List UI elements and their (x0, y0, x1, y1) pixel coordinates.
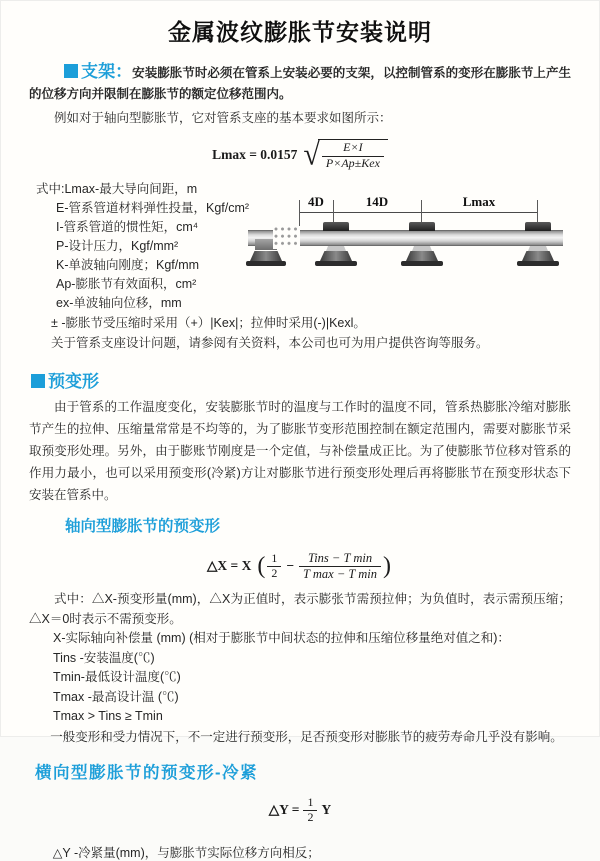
radical-body (318, 139, 388, 171)
definition-line: K-单波轴向刚度；Kgf/mm (56, 258, 200, 272)
support-pedestal (406, 251, 438, 261)
anchor-base (246, 261, 286, 266)
section-marker-icon (31, 374, 45, 388)
definition-line: 式中:Lmax-最大导向间距，m (36, 182, 198, 196)
support-paragraph (29, 61, 571, 105)
support-paragraph-text: 安装膨胀节时必须在管系上安装必要的支架，以控制管系的变形在膨胀节上产生的位移方向并限制在膨胀节的额定位移范围内。 (29, 66, 571, 101)
predeform-paragraph: 由于管系的工作温度变化，安装膨胀节时的温度与工作时的温度不同，管系热膨胀冷缩对膨胀节产生的拉伸、压缩量常常是不均等的，为了膨胀节变形范围控制在额定范围内，需要对膨胀节采取预变形处理。另外，由于膨账节刚度是一个定值，与补偿量成正比。为了使膨胀节位移对管系的作用力最小，也可以采用预变形(冷紧)方让对膨胀节进行预变形处理后再将膨胀节在预变形状态下安装在管系中。 (29, 400, 571, 502)
definition-line: P-设计压力，Kgf/mm² (56, 239, 179, 253)
open-paren: ( (257, 553, 266, 579)
axial-line: Tmax > Tins ≥ Tmin (53, 709, 163, 723)
axial-line: Tmax -最高设计温 (℃) (53, 689, 179, 704)
dimension-label-lmax: Lmax (462, 194, 496, 209)
fraction-denominator: 2 (267, 566, 281, 581)
fraction (299, 551, 381, 581)
support-clamp (525, 222, 551, 231)
bellows-expansion-joint-icon (273, 226, 300, 249)
dimension-line (299, 212, 537, 213)
formula-lhs: △Y = (268, 802, 300, 817)
axial-predeform-heading: 轴向型膨胀节的预变形 (65, 518, 221, 535)
support-pedestal (522, 251, 554, 261)
fraction-numerator: 1 (271, 550, 278, 565)
axial-definitions (1, 590, 599, 747)
formula-rhs: Y (321, 802, 332, 817)
support-clamp (323, 222, 349, 231)
formula-lhs: Lmax = 0.0157 (212, 147, 298, 162)
fraction (303, 796, 317, 825)
support-pedestal (320, 251, 352, 261)
fraction-numerator: E×I (343, 140, 363, 155)
support-base (401, 261, 443, 266)
fraction-numerator: 1 (307, 794, 314, 809)
axial-line: Tmin-最低设计温度(℃) (53, 670, 181, 684)
support-spacing-diagram (244, 193, 596, 289)
fraction-denominator: 2 (303, 810, 317, 825)
axial-line: X-实际轴向补偿量 (mm) (相对于膨胀节中间状态的拉伸和压缩位移量绝对值之和)： (53, 631, 510, 645)
support-clamp (409, 222, 435, 231)
radical-icon: √ (303, 137, 320, 172)
dimension-label-4d: 4D (308, 194, 324, 209)
page-title: 金属波纹膨胀节安装说明 (168, 19, 432, 45)
minus-operator: − (286, 558, 295, 573)
lateral-predeform-heading: 横向型膨胀节的预变形-冷紧 (35, 764, 258, 782)
fraction-numerator: Tins − T min (307, 551, 373, 566)
axial-line: Tins -安装温度(℃) (53, 650, 155, 665)
close-paren: ) (383, 553, 391, 579)
formula-lhs: △X = X (207, 558, 252, 573)
axial-line: 式中：△X-预变形量(mm)，△X为正值时，表示膨张节需预拉伸；为负值时，表示需预压缩；△X＝0时表示不需预变形。 (29, 592, 571, 626)
predeform-heading-label: 预变形 (48, 372, 99, 391)
support-example-line: 例如对于轴向型膨胀节，它对管系支座的基本要求如图所示： (54, 111, 392, 125)
section-marker-icon (64, 64, 78, 78)
definition-line: E-管系管道材料弹性投量，Kgf/cm² (56, 201, 250, 215)
lateral-predeform-formula (1, 793, 599, 827)
definition-line: I-管系管道的惯性矩，cm⁴ (56, 220, 199, 234)
fraction (267, 552, 281, 581)
anchor-pedestal (250, 251, 282, 261)
axial-predeform-formula (1, 546, 599, 586)
predeform-section-heading (31, 367, 599, 392)
radical-expression (303, 139, 387, 171)
lateral-definition-line: △Y -冷紧量(mm)，与膨胀节实际位移方向相反； (52, 846, 320, 860)
support-heading-label: 支架： (81, 62, 133, 81)
plus-minus-note: ± -膨胀节受压缩时采用（+）|Kex|；拉伸时采用(-)|Kexl。 (51, 316, 366, 330)
support-section-heading (64, 62, 132, 81)
consulting-note: 关于管系支座设计问题，请参阅有关资料，本公司也可为用户提供咨询等服务。 (51, 336, 489, 350)
support-base (315, 261, 357, 266)
definition-line: ex-单波轴向位移，mm (56, 296, 182, 310)
lmax-formula (1, 136, 599, 174)
fraction (322, 141, 384, 171)
support-base (517, 261, 559, 266)
dimension-label-14d: 14D (365, 194, 389, 209)
fraction-denominator: T max − T min (299, 566, 381, 581)
axial-line: 一般变形和受力情况下，不一定进行预变形，足否预变形对膨胀节的疲劳寿命几乎没有影响。 (50, 729, 563, 744)
definition-line: Ap-膨胀节有效面积，cm² (56, 277, 197, 291)
fraction-denominator: P×Ap±Kex (322, 156, 384, 171)
